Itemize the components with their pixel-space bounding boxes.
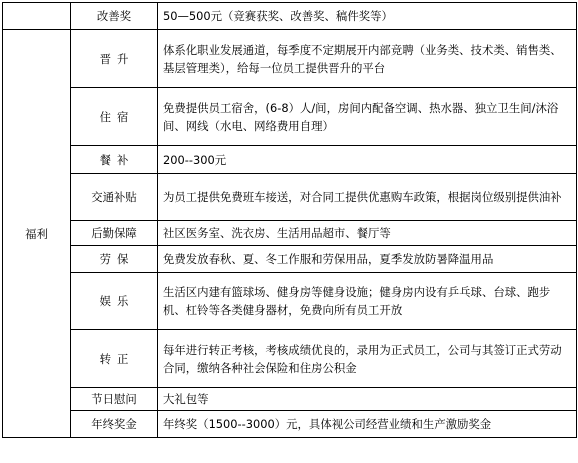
- item-cell: 娱乐: [71, 273, 158, 330]
- desc-cell: 体系化职业发展通道，每季度不定期展开内部竞聘（业务类、技术类、销售类、基层管理类），给每一位员工提供晋升的平台: [158, 30, 577, 88]
- item-cell: 年终奖金: [71, 411, 158, 438]
- table-row: [3, 411, 577, 438]
- desc-cell: 免费提供员工宿舍，(6-8）人/间，房间内配备空调、热水器、独立卫生间/沐浴间、网线（水电、网络费用自理）: [158, 88, 577, 146]
- item-cell: 住宿: [71, 88, 158, 146]
- item-cell: 餐补: [71, 146, 158, 174]
- item-cell: 劳保: [71, 246, 158, 273]
- desc-cell: 为员工提供免费班车接送，对合同工提供优惠购车政策，根据岗位级别提供油补: [158, 174, 577, 221]
- desc-cell: 大礼包等: [158, 388, 577, 411]
- item-cell: 交通补贴: [71, 174, 158, 221]
- table-row: [3, 388, 577, 411]
- table-row: [3, 330, 577, 388]
- table-row: [3, 174, 577, 221]
- desc-cell: 年终奖（1500--3000）元，具体视公司经营业绩和生产激励奖金: [158, 411, 577, 438]
- benefits-table: [2, 2, 577, 438]
- table-row: [3, 88, 577, 146]
- table-row: [3, 246, 577, 273]
- item-cell: 改善奖: [71, 3, 158, 30]
- table-row: [3, 273, 577, 330]
- item-cell: 转正: [71, 330, 158, 388]
- item-cell: 后勤保障: [71, 221, 158, 246]
- category-cell: 福利: [3, 30, 71, 438]
- desc-cell: 社区医务室、洗衣房、生活用品超市、餐厅等: [158, 221, 577, 246]
- item-cell: 晋升: [71, 30, 158, 88]
- desc-cell: 免费发放春秋、夏、冬工作服和劳保用品，夏季发放防暑降温用品: [158, 246, 577, 273]
- desc-cell: 200--300元: [158, 146, 577, 174]
- category-cell-blank: [3, 3, 71, 30]
- desc-cell: 每年进行转正考核，考核成绩优良的，录用为正式员工，公司与其签订正式劳动合同，缴纳各种社会保险和住房公积金: [158, 330, 577, 388]
- table-row: [3, 3, 577, 30]
- item-cell: 节日慰问: [71, 388, 158, 411]
- desc-cell: 生活区内建有篮球场、健身房等健身设施；健身房内设有乒乓球、台球、跑步机、杠铃等各类健身器材，免费向所有员工开放: [158, 273, 577, 330]
- table-row: [3, 30, 577, 88]
- desc-cell: 50—500元（竞赛获奖、改善奖、稿件奖等）: [158, 3, 577, 30]
- table-row: [3, 146, 577, 174]
- table-row: [3, 221, 577, 246]
